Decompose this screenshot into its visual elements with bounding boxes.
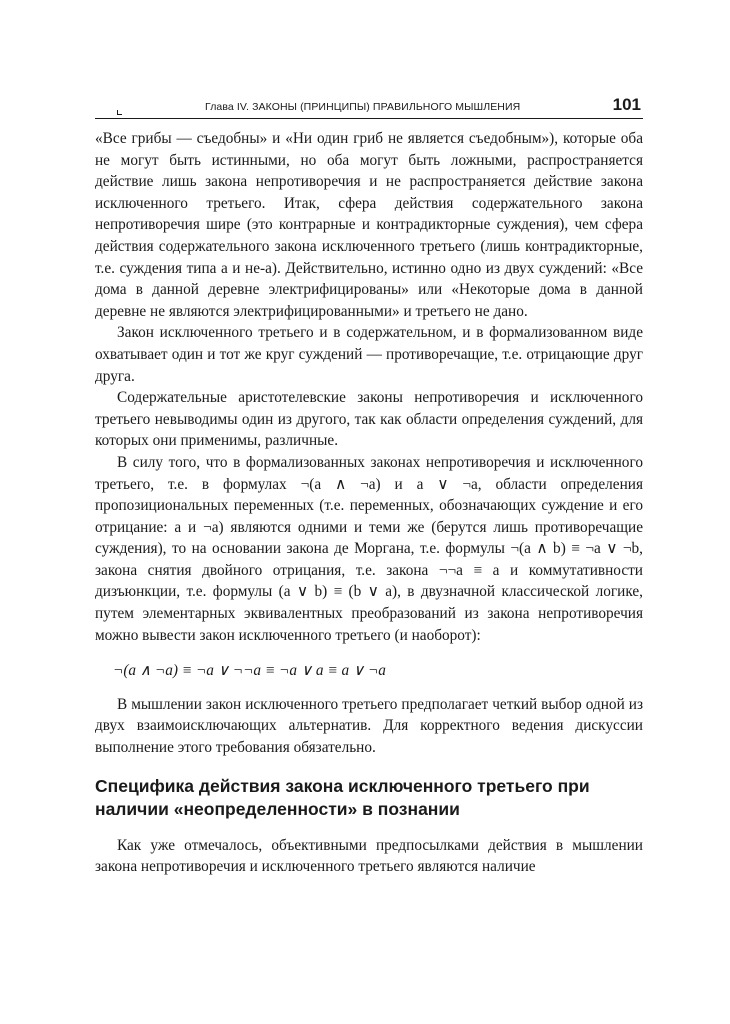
header-tick-mark bbox=[117, 110, 122, 115]
paragraph: Содержательные аристотелевские законы непротиворечия и исключенного третьего невыводимы один из другого, так как области определения суждений, для которых они применимы, различные. bbox=[95, 389, 643, 450]
section-heading: Специфика действия закона исключенного третьего при наличии «неопределенности» в познании bbox=[95, 775, 590, 819]
paragraph: В мышлении закон исключенного третьего предполагает четкий выбор одной из двух взаимоисключающих альтернатив. Для корректного ведения дискуссии выполнение этого требования обязательно. bbox=[95, 695, 643, 757]
running-header bbox=[95, 92, 643, 119]
paragraph: Как уже отмечалось, объективными предпосылками действия в мышлении закона непротиворечия и исключенного третьего являются наличие bbox=[95, 836, 643, 876]
paragraph: Закон исключенного третьего и в содержательном, и в формализованном виде охватывает один и тот же круг суждений — противоречащие, т.е. отрицающие друг друга. bbox=[95, 324, 643, 385]
paragraph-continuation: «Все грибы — съедобны» и «Ни один гриб не является съедобным»), которые оба не могут быть истинными, но оба могут быть ложными, распространяется действие лишь закона непротиворечия и не распространяется действие закона исключенного третьего. Итак, сфера действия содержательного закона непротиворечия шире (это контрарные и контрадикторные суждения), чем сфера действия содержательного закона исключенного третьего (лишь контрадикторные, т.е. суждения типа а и не-а). Действительно, истинно одно из двух суждений: «Все дома в данной деревне электрифицированы» или «Некоторые дома в данной деревне не являются электрифицированными» и третьего не дано. bbox=[95, 130, 643, 320]
paragraph: В силу того, что в формализованных законах непротиворечия и исключенного третьего, т.е. в формулах ¬(а ∧ ¬а) и а ∨ ¬а, области определения пропозициональных переменных (т.е. переменных, обозначающих суждение и его отрицание: а и ¬а) являются одними и теми же (берутся лишь противоречащие суждения), то на основании закона де Моргана, т.е. формулы ¬(а ∧ b) ≡ ¬а ∨ ¬b, закона снятия двойного отрицания, т.е. закона ¬¬а ≡ а и коммутативности дизъюнкции, т.е. формулы (а ∨ b) ≡ (b ∨ а), в двузначной классической логике, путем элементарных эквивалентных преобразований из закона непротиворечия можно вывести закон исключенного третьего (и наоборот): bbox=[95, 453, 643, 644]
formula: ¬(а ∧ ¬а) ≡ ¬а ∨ ¬¬а ≡ ¬а ∨ а ≡ а ∨ ¬а bbox=[113, 662, 386, 680]
body-text bbox=[95, 128, 643, 878]
page-number: 101 bbox=[612, 95, 641, 114]
running-title: Глава IV. ЗАКОНЫ (ПРИНЦИПЫ) ПРАВИЛЬНОГО МЫШЛЕНИЯ bbox=[205, 101, 521, 113]
